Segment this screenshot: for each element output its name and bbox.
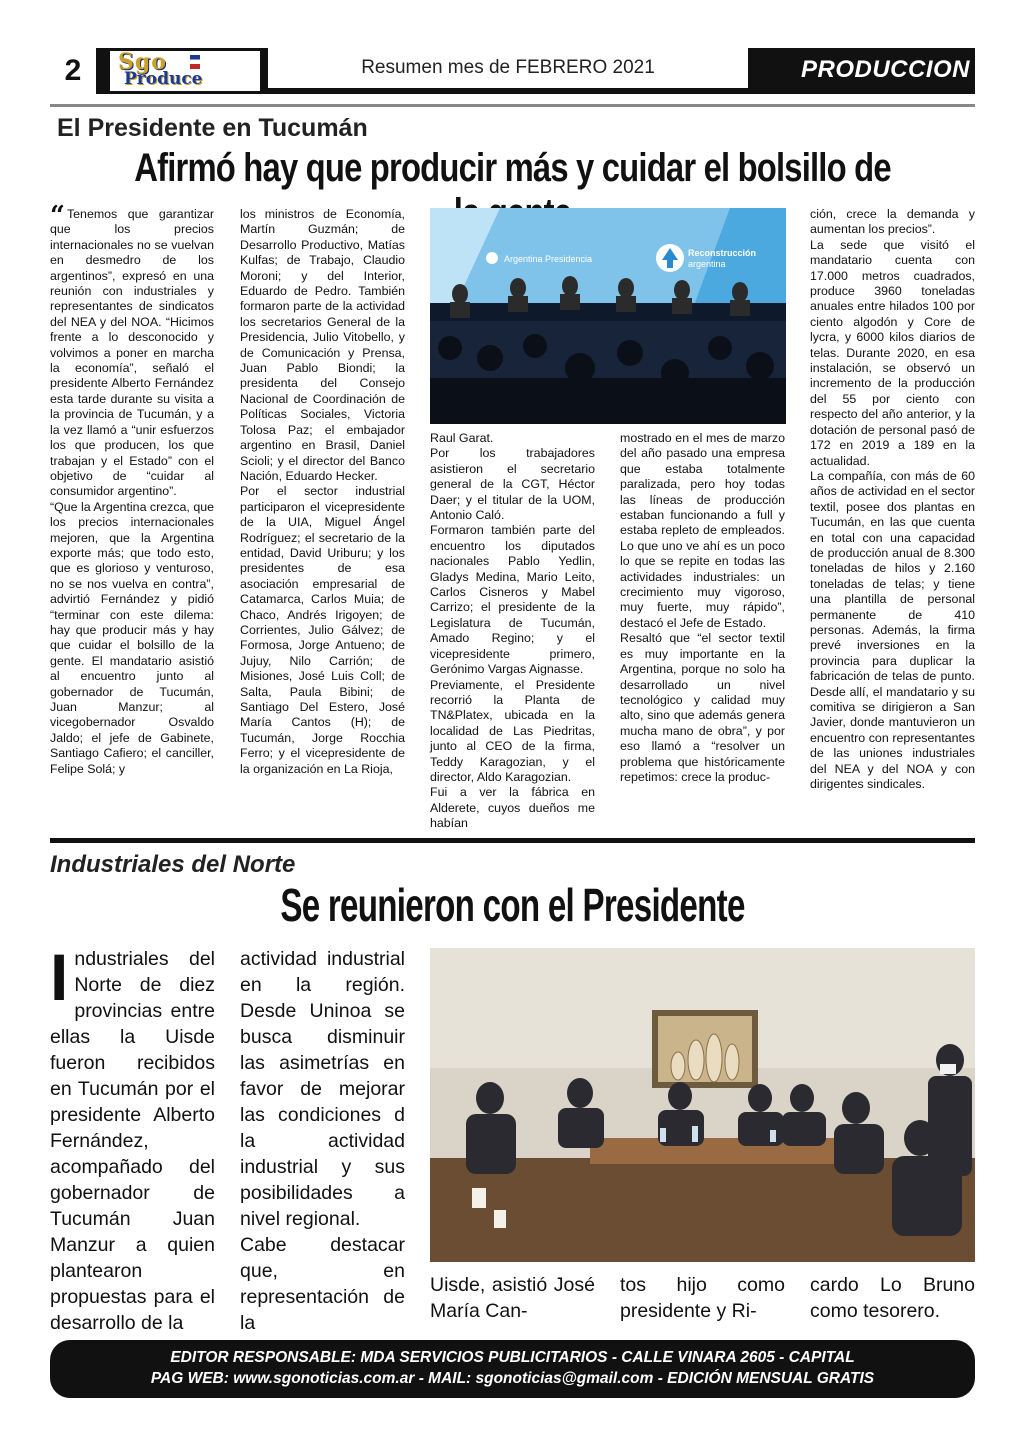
article1-kicker: El Presidente en Tucumán [57,114,368,142]
article1-column-4 [620,431,785,785]
article2-column-3 [430,1272,595,1324]
paragraph: “ Tenemos que garantizar que los precios internacionales no se vuelvan en desmedro de los argentinos”, expresó en una reunión con industriales y representantes de sindicatos del NEA y del NOA. “Hicimos frente a lo desconocido y volvimos a poner en marcha la economía”, señaló el presidente Alberto Fernández esta tarde durante su visita a la provincia de Tucumán, y a la vez llamó a “unir esfuerzos los que producen, los que trabajan y el Estado” con el objetivo de “cuidar al consumidor argentino”. [50,201,214,499]
article1-photo [430,208,786,424]
paragraph: Previamente, el Presidente recorrió la Planta de TN&Platex, ubicada en la localidad de Las Piedritas, junto al CEO de la firma, Teddy Karagozian, y el director, Aldo Karagozian. [430,677,595,784]
paragraph: Por los trabajadores asistieron el secretario general de la CGT, Héctor Daer; y el titular de la UOM, Antonio Caló. [430,446,595,523]
footer-line-2: PAG WEB: www.sgonoticias.com.ar - MAIL: sgonoticias@gmail.com - EDICIÓN MENSUAL GRATIS [150,1370,875,1387]
issue-label: Resumen mes de FEBRERO 2021 [268,48,748,88]
banner-right-text-1: Reconstrucción [688,248,757,258]
meeting-room-image [430,948,975,1262]
paragraph: actividad industrial en la región. Desde Uninoa se busca disminuir las asimetrías en favor de mejorar las condiciones d la actividad industrial y sus posibilidades a nivel regional. [240,948,405,1230]
banner-right-text-2: argentina [688,259,726,269]
paragraph: ción, crece la demanda y aumentan los precios”. [810,207,975,237]
dropcap: I [50,940,69,1014]
article2-column-4 [620,1272,785,1324]
paragraph: los ministros de Economía, Martín Guzmán; de Desarrollo Productivo, Matías Kulfas; de Trabajo, Claudio Moroni; y del Interior, Eduardo de Pedro. También formaron parte de la actividad los secretarios General de la Presidencia, Julio Vitobello, y de Comunicación y Prensa, Juan Pablo Biondi; la presidenta del Consejo Nacional de Coordinación de Políticas Sociales, Victoria Tolosa Paz; el embajador argentino en Brasil, Daniel Scioli; y el director del Banco Nación, Eduardo Hecker. [240,207,405,483]
flag-icon [190,55,200,69]
article2-column-2 [240,946,405,1336]
page-number: 2 [50,48,96,94]
paragraph: Formaron también parte del encuentro los diputados nacionales Pablo Yedlin, Gladys Medina, Mario Leito, Carlos Cisneros y Mabel Carrizo; el presidente de la Legislatura de Tucumán, Amado Regino; y el vicepresidente primero, Gerónimo Vargas Aignasse. [430,523,595,677]
article2-column-5 [810,1272,975,1324]
article2-kicker: Industriales del Norte [50,851,296,878]
article1-headline: Afirmó hay que producir más y cuidar el bolsillo de [134,146,891,190]
article1-column-2 [240,207,405,777]
article2-headline: Se reunieron con el Presidente [280,879,745,931]
header-rule [50,104,975,107]
article1-column-3 [430,431,595,832]
footer [50,1340,975,1398]
sgo-produce-logo [110,51,260,91]
article1-column-5 [810,207,975,792]
paragraph: La sede que visitó el mandatario cuenta con 17.000 metros cuadrados, produce 3960 toneladas anuales entre hilados 100 por ciento algodón y Core de lycra, y 6000 kilos diarios de telas. Durante 2020, en esa instalación, se observó un incremento de la producción del 55 por ciento con respecto del año anterior, y la dotación de personal pasó de 172 en 2019 a 189 en la actualidad. [810,237,975,468]
article1-column-1 [50,201,214,777]
paragraph: Industriales del Norte de diez provincias entre ellas la Uisde fueron recibidos en Tucumán por el presidente Alberto Fernández, acompañado del gobernador de Tucumán Juan Manzur a quien plantearon propuestas para el desarrollo de la [50,940,215,1334]
banner-left-text: Argentina Presidencia [504,254,593,264]
paragraph: “Que la Argentina crezca, que los precios internacionales mejoren, que la Argentina exporte más; que todo esto, que es glorioso y venturoso, no se nos vuelva en contra”, advirtió Fernández y pidió “terminar con este dilema: hay que producir más y hay que cuidar el bolsillo de la gente. El mandatario asistió al encuentro junto al gobernador de Tucumán, Juan Manzur; al vicegobernador Osvaldo Jaldo; el jefe de Gabinete, Santiago Cafiero; el canciller, Felipe Solá; y [50,499,214,776]
article2-column-1 [50,940,215,1336]
quote-icon: “ [50,201,65,231]
section-label: PRODUCCION [800,56,970,83]
section-divider [50,838,975,843]
paragraph: Fui a ver la fábrica en Alderete, cuyos dueños me habían [430,785,595,831]
paragraph: Cabe destacar que, en representación de la [240,1234,405,1334]
logo-line2: Produce [124,69,203,89]
paragraph: mostrado en el mes de marzo del año pasado una empresa que estaba totalmente paralizada, pero hoy todas las líneas de producción estaban funcionando a full y estaba repleto de empleados. Lo que uno ve ahí es un poco lo que se repite en todas las actividades industriales: un crecimiento muy vigoroso, muy fuerte, muy rápido”, destacó el Jefe de Estado. [620,431,785,630]
paragraph: cardo Lo Bruno como tesorero. [810,1274,975,1322]
paragraph: tos hijo como presidente y Ri- [620,1274,785,1322]
logo-line1: Sgo [118,49,167,75]
paragraph: Raul Garat. [430,431,494,445]
paragraph: La compañía, con más de 60 años de actividad en el sector textil, posee dos plantas en Tucumán, en las que cuenta en total con una capacidad de producción anual de 8.300 toneladas de hilos y 2.160 toneladas de telas; y tiene una plantilla de personal permanente de 410 personas. Además, la firma prevé inversiones en la provincia para duplicar la fabricación de telas de punto. Desde allí, el mandatario y su comitiva se dirigieron a San Javier, donde mantuvieron un encuentro con representantes de las uniones industriales del NEA y del NOA y con dirigentes sindicales. [810,468,975,792]
paragraph: Uisde, asistió José María Can- [430,1274,595,1322]
paragraph: Por el sector industrial participaron el vicepresidente de la UIA, Miguel Ángel Rodríguez; el secretario de la entidad, David Uriburu; y los presidentes de esa asociación empresarial de Catamarca, Carlos Muia; de Chaco, Andrés Irigoyen; de Corrientes, Julio Gálvez; de Formosa, Jorge Antueno; de Jujuy, Nilo Carrión; de Misiones, José Luis Coll; de Salta, Paula Bibini; de Santiago Del Estero, José María Cantos (H); de Tucumán, Jorge Rocchia Ferro; y el vicepresidente de la organización en La Rioja, [240,484,405,776]
article2-photo [430,948,975,1262]
footer-line-1: EDITOR RESPONSABLE: MDA SERVICIOS PUBLICITARIOS - CALLE VINARA 2605 - CAPITAL [170,1349,855,1366]
paragraph: Resaltó que “el sector textil es muy importante en la Argentina, porque no solo ha desarrollado un nivel tecnológico y calidad muy alto, sino que además genera mucha mano de obra”, y por eso llamó a “resolver un problema que históricamente repetimos: crece la produc- [620,631,785,784]
press-conference-image [430,208,786,424]
